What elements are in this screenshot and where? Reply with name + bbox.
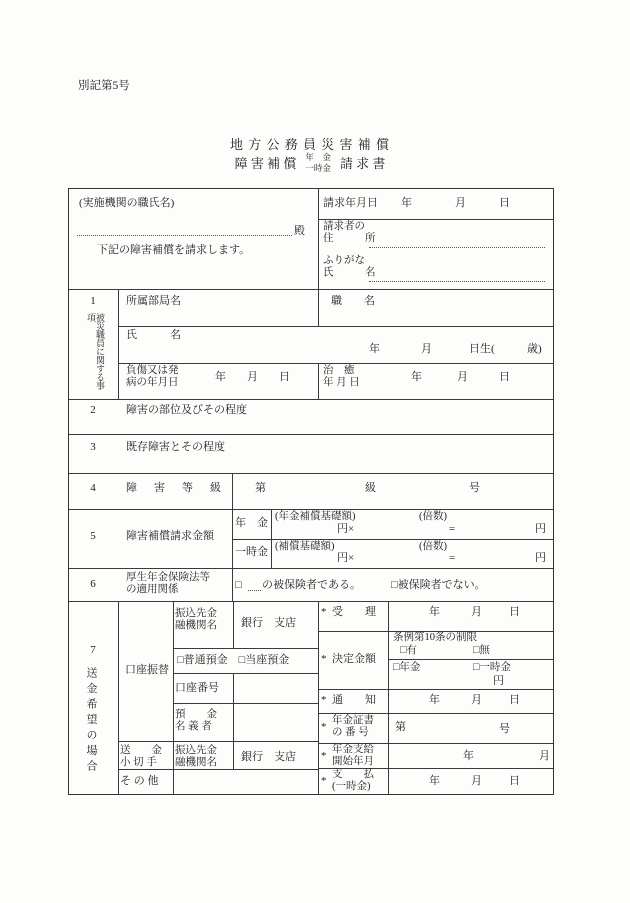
asterisk: * xyxy=(321,750,327,762)
asterisk: * xyxy=(321,694,327,706)
name-fill-line[interactable] xyxy=(369,281,545,282)
year-label: 年 xyxy=(429,606,440,618)
deposit-type-options[interactable]: □普通預金 □当座預金 xyxy=(177,654,290,666)
divider xyxy=(173,648,318,649)
transfer-bank-label-line2: 融機関名 xyxy=(175,620,217,632)
pension-base-label: (年金補償基礎額) xyxy=(275,511,356,522)
post-label: 職 名 xyxy=(331,295,375,307)
section1-side-label: 被災職員に関する事項 xyxy=(86,313,105,390)
claimant-label-line2: 住 所 xyxy=(323,233,376,245)
payment-label-line2: (一時金) xyxy=(332,781,371,793)
year-label: 年 xyxy=(429,694,440,706)
divider xyxy=(233,673,234,769)
disability-grade-label: 障 害 等 級 xyxy=(126,482,224,494)
yen-label: 円 xyxy=(493,675,504,687)
existing-disability-label: 既存障害とその程度 xyxy=(126,441,225,453)
section5-number: 5 xyxy=(90,530,96,542)
asterisk: * xyxy=(321,721,327,733)
month-label: 月 xyxy=(471,606,482,618)
check-bank-label-line1: 振込先金 xyxy=(175,745,217,756)
day-label: 日 xyxy=(499,197,510,209)
year-label: 年 xyxy=(369,343,380,355)
divider xyxy=(318,219,553,220)
divider xyxy=(173,673,318,674)
year-label: 年 xyxy=(411,371,422,383)
account-transfer-label: 口座振替 xyxy=(125,664,169,676)
divider xyxy=(173,703,318,704)
pension-law-label xyxy=(126,572,210,597)
notice-label: 通 知 xyxy=(332,694,376,706)
restriction-yes-option[interactable]: □有 xyxy=(400,645,417,656)
form-number: 別記第5号 xyxy=(78,80,130,92)
pension-checkbox-option[interactable]: □年金 xyxy=(393,662,421,673)
start-label-line1: 年金支給 xyxy=(332,744,374,755)
pension-start-label xyxy=(332,744,374,769)
bank-branch-label: 銀行 支店 xyxy=(241,751,296,763)
divider xyxy=(271,509,272,568)
born-label: 日生( xyxy=(469,343,495,355)
claim-date-label: 請求年月日 xyxy=(323,197,378,209)
month-label: 月 xyxy=(539,750,550,762)
dai-label: 第 xyxy=(395,721,406,733)
day-label: 日 xyxy=(509,606,520,618)
disability-part-label: 障害の部位及びその程度 xyxy=(126,404,247,416)
stack-pension: 年 金 xyxy=(305,152,331,162)
furigana-label: ふりがな xyxy=(323,255,365,266)
stack-lump: 一時金 xyxy=(305,162,331,173)
month-label: 月 xyxy=(471,775,482,787)
divider xyxy=(318,689,553,690)
ordinance-restriction-label: 条例第10条の制限 xyxy=(393,632,477,643)
month-label: 月 xyxy=(471,694,482,706)
healing-date-label xyxy=(323,365,360,390)
check-label-line1: 送 金 xyxy=(120,745,162,756)
section6-number: 6 xyxy=(90,578,96,590)
section7-side-label: 送金希望の場合 xyxy=(85,667,97,776)
section4-number: 4 xyxy=(90,482,96,494)
go-label: 号 xyxy=(469,482,480,494)
claimant-name-label xyxy=(323,255,376,280)
divider xyxy=(118,601,119,794)
day-label: 日 xyxy=(279,371,290,383)
payment-lump-label xyxy=(332,769,374,794)
divider xyxy=(318,713,553,714)
holder-label-line2: 名 義 者 xyxy=(175,721,212,733)
divider xyxy=(118,741,318,742)
payment-label-line1: 支 払 xyxy=(332,769,374,780)
name-label: 氏 名 xyxy=(323,267,376,279)
transfer-bank-label-line1: 振込先金 xyxy=(175,608,217,619)
divider xyxy=(233,601,234,648)
pension-row-label: 年 金 xyxy=(235,517,268,529)
address-fill-line[interactable] xyxy=(369,247,545,248)
receipt-label: 受 理 xyxy=(332,606,376,618)
insured-fill-line[interactable] xyxy=(248,590,261,591)
not-insured-checkbox-option[interactable]: □被保険者でない。 xyxy=(391,579,486,591)
divider xyxy=(69,601,553,602)
yen-label: 円 xyxy=(535,523,546,535)
section7-number: 7 xyxy=(90,644,96,656)
divider xyxy=(69,399,553,400)
claimant-address-label xyxy=(323,221,376,246)
equals-label: = xyxy=(449,523,456,535)
pension-law-label-line1: 厚生年金保険法等 xyxy=(126,572,210,583)
declaration-text: 下記の障害補償を請求します。 xyxy=(97,244,251,256)
multiplier-label: (倍数) xyxy=(419,541,447,552)
restriction-no-option[interactable]: □無 xyxy=(473,645,490,656)
claim-amount-label: 障害補償請求金額 xyxy=(126,530,214,542)
claimant-label-line1: 請求者の xyxy=(323,221,365,232)
equals-label: = xyxy=(449,552,456,564)
healing-label-line2: 年 月 日 xyxy=(323,377,360,389)
asterisk: * xyxy=(321,606,327,618)
injury-date-label xyxy=(126,365,179,390)
divider xyxy=(118,326,553,327)
account-holder-label xyxy=(175,709,217,734)
dono-label: 殿 xyxy=(294,225,305,237)
agency-fill-line[interactable] xyxy=(77,235,292,236)
remittance-check-label xyxy=(120,745,162,770)
divider xyxy=(69,509,553,510)
lump-row-label: 一時金 xyxy=(235,546,268,558)
lump-base-label: (補償基礎額) xyxy=(275,541,335,552)
month-label: 月 xyxy=(457,371,468,383)
pension-lump-stack xyxy=(305,152,331,173)
month-label: 月 xyxy=(247,371,258,383)
check-bank-label-line2: 融機関名 xyxy=(175,757,217,769)
dai-label: 第 xyxy=(255,482,266,494)
pension-law-label-line2: の適用関係 xyxy=(126,584,179,596)
section2-number: 2 xyxy=(90,404,96,416)
form-title-line1: 地 方 公 務 員 災 害 補 償 xyxy=(229,137,390,152)
injury-label-line2: 病の年月日 xyxy=(126,377,179,389)
healing-label-line1: 治 癒 xyxy=(323,365,355,376)
divider xyxy=(232,539,553,540)
go-label: 号 xyxy=(499,723,510,735)
account-number-label: 口座番号 xyxy=(175,682,219,694)
divider xyxy=(388,601,389,794)
agency-title-label: (実施機関の職氏名) xyxy=(79,197,175,209)
divider xyxy=(118,363,553,364)
insured-option-label: の被保険者である。 xyxy=(262,579,361,591)
year-label: 年 xyxy=(429,775,440,787)
holder-label-line1: 預 金 xyxy=(175,709,217,720)
check-label-line2: 小 切 手 xyxy=(120,757,157,769)
divider xyxy=(173,601,174,794)
start-label-line2: 開始年月 xyxy=(332,756,374,768)
yen-times-label: 円× xyxy=(337,552,355,564)
certificate-label-line1: 年金証書 xyxy=(332,715,374,726)
section1-number: 1 xyxy=(90,295,96,307)
bank-branch-label: 銀行 支店 xyxy=(241,617,296,629)
title-suffix: 請 求 書 xyxy=(339,156,386,172)
asterisk: * xyxy=(321,775,327,787)
divider xyxy=(69,473,553,474)
month-label: 月 xyxy=(455,197,466,209)
divider xyxy=(69,568,553,569)
multiplier-label: (倍数) xyxy=(419,511,447,522)
divider xyxy=(69,434,553,435)
year-label: 年 xyxy=(401,197,412,209)
claim-form-table xyxy=(68,188,554,795)
year-label: 年 xyxy=(463,750,474,762)
divider xyxy=(69,289,553,290)
year-label: 年 xyxy=(215,371,226,383)
title-prefix: 障 害 補 償 xyxy=(234,156,297,172)
divider xyxy=(232,473,233,601)
pension-certificate-label xyxy=(332,715,374,740)
injury-label-line1: 負傷又は発 xyxy=(126,365,179,376)
age-label: 歳) xyxy=(527,343,542,355)
divider xyxy=(388,659,553,660)
employee-name-label: 氏 名 xyxy=(126,329,181,341)
insured-checkbox[interactable]: □ xyxy=(235,579,242,591)
day-label: 日 xyxy=(509,775,520,787)
divider xyxy=(318,189,319,326)
asterisk: * xyxy=(321,653,327,665)
certificate-label-line2: の 番 号 xyxy=(332,727,369,739)
yen-times-label: 円× xyxy=(337,523,355,535)
day-label: 日 xyxy=(509,694,520,706)
section3-number: 3 xyxy=(90,441,96,453)
divider xyxy=(318,601,319,794)
department-label: 所属部局名 xyxy=(126,295,181,307)
other-label: そ の 他 xyxy=(120,775,159,787)
lump-checkbox-option[interactable]: □一時金 xyxy=(473,662,511,673)
form-title-line2 xyxy=(68,152,552,173)
divider xyxy=(118,289,119,399)
divider xyxy=(318,363,319,399)
decision-amount-label: 決定金額 xyxy=(332,653,376,665)
yen-label: 円 xyxy=(535,552,546,564)
check-bank-label xyxy=(175,745,217,770)
transfer-bank-label xyxy=(175,608,217,633)
kyu-label: 級 xyxy=(365,482,376,494)
day-label: 日 xyxy=(499,371,510,383)
month-label: 月 xyxy=(421,343,432,355)
